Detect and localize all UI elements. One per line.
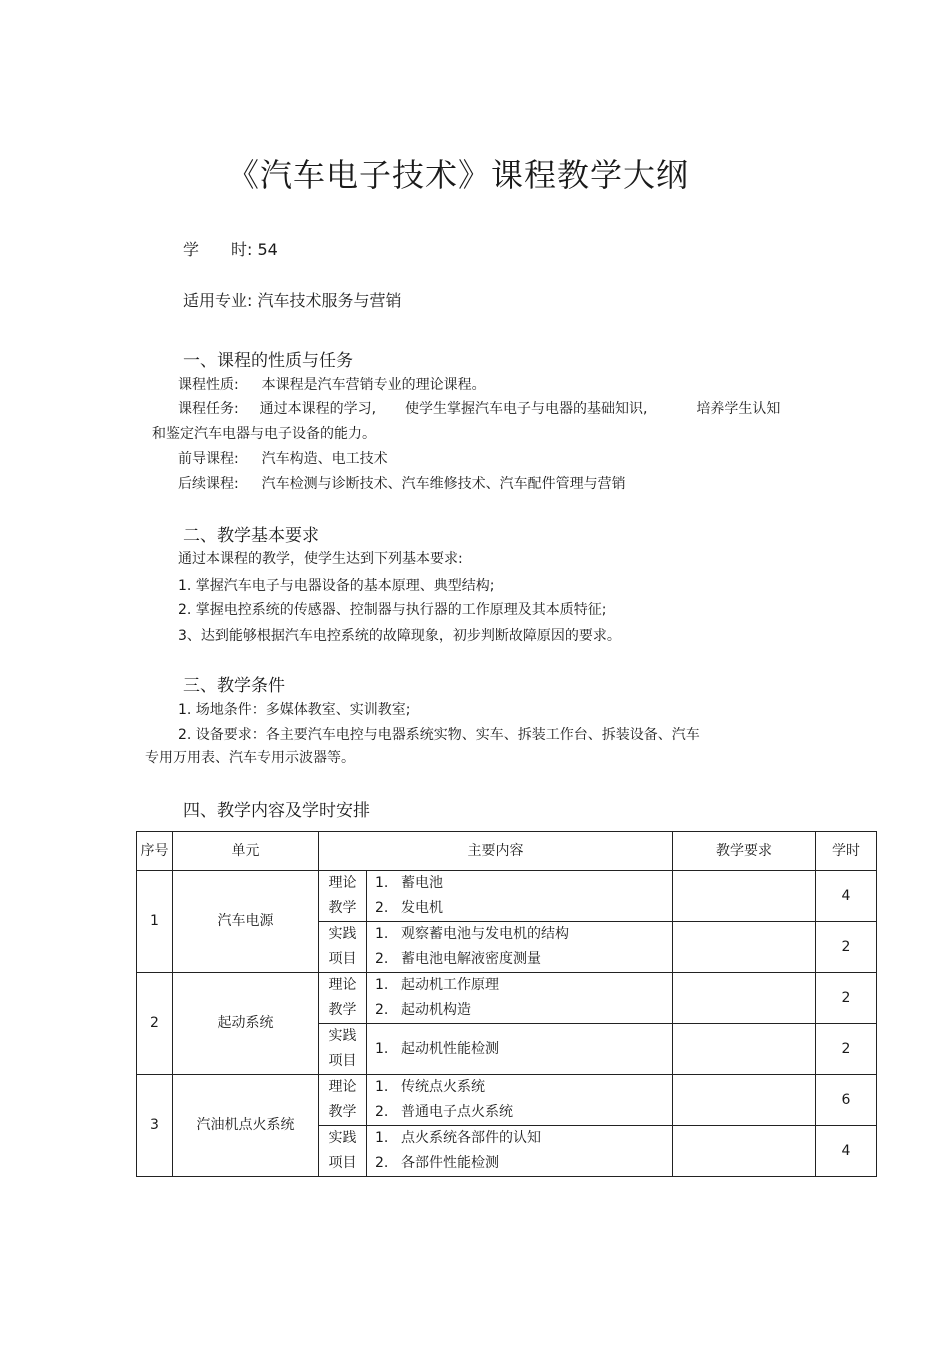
section-1-heading: 一、课程的性质与任务 (183, 351, 353, 371)
site-conditions: 1. 场地条件：多媒体教室、实训教室; (178, 702, 411, 718)
header-hours: 学时 (816, 832, 877, 871)
course-nature-label: 课程性质: (178, 377, 239, 393)
requirement-cell (673, 1126, 816, 1177)
unit-name: 起动系统 (173, 973, 319, 1075)
header-unit: 单元 (173, 832, 319, 871)
hours-cell: 2 (816, 973, 877, 1024)
hours-cell: 4 (816, 871, 877, 922)
content-items: 1. 点火系统各部件的认知 2. 各部件性能检测 (367, 1126, 673, 1177)
table-row (137, 871, 877, 922)
hours-label: 学 时: (183, 240, 253, 259)
equipment-requirements: 2. 设备要求：各主要汽车电控与电器系统实物、实车、拆装工作台、拆装设备、汽车 (178, 727, 700, 743)
requirement-cell (673, 973, 816, 1024)
course-task-continued: 和鉴定汽车电器与电子设备的能力。 (152, 426, 376, 442)
major-value: 汽车技术服务与营销 (257, 291, 402, 310)
table-header-row (137, 832, 877, 871)
content-items: 1. 传统点火系统 2. 普通电子点火系统 (367, 1075, 673, 1126)
course-task-label: 课程任务: (178, 401, 239, 417)
hours-line (183, 237, 278, 260)
content-items: 1. 起动机性能检测 (367, 1024, 673, 1075)
follow-up-label: 后续课程: (178, 476, 239, 492)
unit-number: 1 (137, 871, 173, 973)
section-3-heading: 三、教学条件 (183, 676, 285, 696)
kind-practice: 实践 项目 (319, 922, 367, 973)
requirement-cell (673, 871, 816, 922)
header-requirement: 教学要求 (673, 832, 816, 871)
course-task-part3: 培养学生认知 (696, 401, 781, 417)
unit-number: 2 (137, 973, 173, 1075)
requirement-item: 3、达到能够根据汽车电控系统的故障现象，初步判断故障原因的要求。 (178, 628, 621, 644)
kind-practice: 实践 项目 (319, 1024, 367, 1075)
requirement-item: 2. 掌握电控系统的传感器、控制器与执行器的工作原理及其本质特征; (178, 602, 607, 618)
course-task-part2: 使学生掌握汽车电子与电器的基础知识, (404, 401, 648, 417)
kind-theory: 理论 教学 (319, 1075, 367, 1126)
table-row (137, 1075, 877, 1126)
prerequisite-courses (178, 448, 388, 468)
header-content: 主要内容 (319, 832, 673, 871)
requirement-cell (673, 1024, 816, 1075)
hours-cell: 2 (816, 1024, 877, 1075)
unit-name: 汽车电源 (173, 871, 319, 973)
hours-cell: 6 (816, 1075, 877, 1126)
requirements-intro: 通过本课程的教学，使学生达到下列基本要求: (178, 551, 463, 567)
schedule-table (136, 831, 877, 1177)
major-label: 适用专业: (183, 291, 253, 310)
course-task-part1: 通过本课程的学习, (259, 401, 377, 417)
content-items: 1. 观察蓄电池与发电机的结构 2. 蓄电池电解液密度测量 (367, 922, 673, 973)
prerequisite-label: 前导课程: (178, 451, 239, 467)
requirement-item: 1. 掌握汽车电子与电器设备的基本原理、典型结构; (178, 578, 495, 594)
header-no: 序号 (137, 832, 173, 871)
course-task (178, 398, 780, 418)
unit-name: 汽油机点火系统 (173, 1075, 319, 1177)
document-title: 《汽车电子技术》课程教学大纲 (226, 156, 689, 194)
course-nature-text: 本课程是汽车营销专业的理论课程。 (261, 377, 486, 393)
requirement-cell (673, 1075, 816, 1126)
course-nature (178, 374, 486, 394)
hours-value: 54 (257, 240, 278, 259)
hours-cell: 4 (816, 1126, 877, 1177)
follow-up-courses (178, 473, 626, 493)
section-2-heading: 二、教学基本要求 (183, 526, 319, 546)
content-items: 1. 蓄电池 2. 发电机 (367, 871, 673, 922)
unit-number: 3 (137, 1075, 173, 1177)
prerequisite-text: 汽车构造、电工技术 (261, 451, 388, 467)
hours-cell: 2 (816, 922, 877, 973)
kind-theory: 理论 教学 (319, 973, 367, 1024)
follow-up-text: 汽车检测与诊断技术、汽车维修技术、汽车配件管理与营销 (261, 476, 626, 492)
table-row (137, 973, 877, 1024)
kind-theory: 理论 教学 (319, 871, 367, 922)
major-line (183, 288, 402, 311)
kind-practice: 实践 项目 (319, 1126, 367, 1177)
content-items: 1. 起动机工作原理 2. 起动机构造 (367, 973, 673, 1024)
section-4-heading: 四、教学内容及学时安排 (183, 801, 370, 821)
requirement-cell (673, 922, 816, 973)
equipment-requirements-continued: 专用万用表、汽车专用示波器等。 (145, 750, 355, 766)
